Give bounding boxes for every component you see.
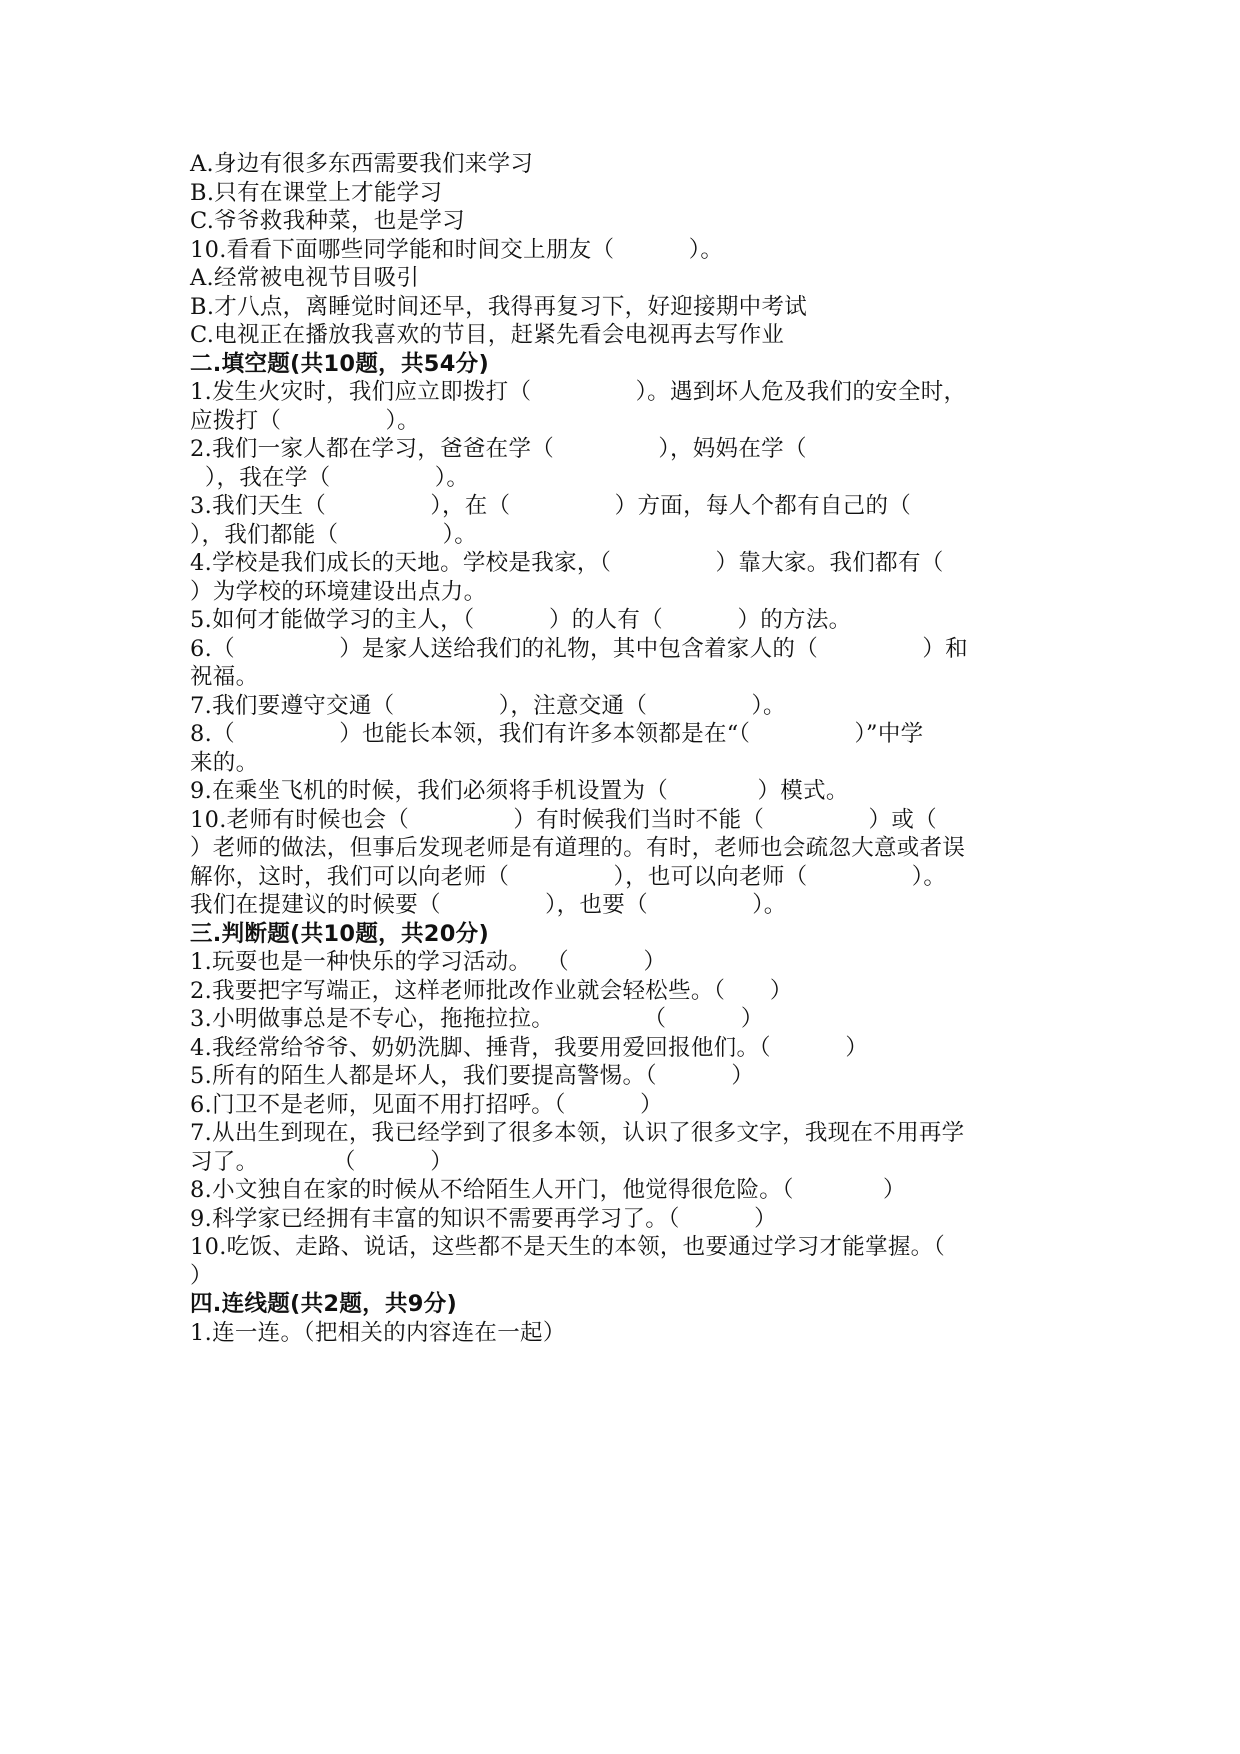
question-line: 解你，这时，我们可以向老师（ ），也可以向老师（ ）。 bbox=[190, 863, 947, 890]
question-line: 8.小文独自在家的时候从不给陌生人开门，他觉得很危险。（ ） bbox=[190, 1177, 906, 1203]
question-line: 4.学校是我们成长的天地。学校是我家，（ ）靠大家。我们都有（ bbox=[190, 550, 944, 576]
question-line: 习了。 （ ） bbox=[190, 1148, 454, 1175]
option-line: B.只有在课堂上才能学习 bbox=[190, 179, 443, 206]
question-line: 7.我们要遵守交通（ ），注意交通（ ）。 bbox=[190, 692, 786, 719]
question-line: 9.在乘坐飞机的时候，我们必须将手机设置为（ ）模式。 bbox=[190, 778, 849, 804]
option-line: B.才八点，离睡觉时间还早，我得再复习下，好迎接期中考试 bbox=[190, 293, 808, 320]
question-line: 祝福。 bbox=[190, 664, 259, 690]
question-line: 10.吃饭、走路、说话，这些都不是天生的本领，也要通过学习才能掌握。（ bbox=[190, 1234, 946, 1260]
question-line: ）老师的做法，但事后发现老师是有道理的。有时，老师也会疏忽大意或者误 bbox=[190, 835, 966, 861]
option-line: A.身边有很多东西需要我们来学习 bbox=[190, 151, 534, 177]
question-line: 3.小明做事总是不专心，拖拖拉拉。 （ ） bbox=[190, 1006, 764, 1032]
section-heading-true-false: 三.判断题(共10题，共20分) bbox=[190, 920, 490, 947]
question-line: ）为学校的环境建设出点力。 bbox=[190, 578, 487, 605]
question-line: 来的。 bbox=[190, 749, 259, 776]
exam-page bbox=[190, 150, 1070, 1347]
question-line: 2.我们一家人都在学习，爸爸在学（ ），妈妈在学（ bbox=[190, 436, 807, 462]
question-line: 9.科学家已经拥有丰富的知识不需要再学习了。（ ） bbox=[190, 1205, 777, 1232]
question-line: ），我们都能（ ）。 bbox=[190, 521, 478, 548]
question-line: 应拨打（ ）。 bbox=[190, 407, 420, 434]
section-heading-fill-blank: 二.填空题(共10题，共54分) bbox=[190, 350, 490, 377]
question-line: 7.从出生到现在，我已经学到了很多本领，认识了很多文字，我现在不用再学 bbox=[190, 1120, 965, 1146]
question-stem: 10.看看下面哪些同学能和时间交上朋友（ ）。 bbox=[190, 236, 724, 263]
question-line: 1.发生火灾时，我们应立即拨打（ ）。遇到坏人危及我们的安全时， bbox=[190, 379, 967, 405]
question-line: 5.所有的陌生人都是坏人，我们要提高警惕。（ ） bbox=[190, 1063, 755, 1089]
question-line: 8.（ ）也能长本领，我们有许多本领都是在“（ ）”中学 bbox=[190, 721, 924, 747]
option-line: C.爷爷救我种菜，也是学习 bbox=[190, 208, 465, 234]
question-line: 5.如何才能做学习的主人，（ ）的人有（ ）的方法。 bbox=[190, 607, 852, 633]
question-line: ） bbox=[190, 1262, 213, 1289]
question-line: 1.连一连。（把相关的内容连在一起） bbox=[190, 1319, 566, 1346]
option-line: C.电视正在播放我喜欢的节目，赶紧先看会电视再去写作业 bbox=[190, 322, 785, 348]
question-line: 3.我们天生（ ），在（ ）方面，每人个都有自己的（ bbox=[190, 493, 912, 519]
section-heading-matching: 四.连线题(共2题，共9分) bbox=[190, 1291, 458, 1317]
option-line: A.经常被电视节目吸引 bbox=[190, 265, 420, 291]
question-line: 我们在提建议的时候要（ ），也要（ ）。 bbox=[190, 892, 787, 918]
question-line: 6.门卫不是老师，见面不用打招呼。（ ） bbox=[190, 1091, 663, 1118]
question-line: 1.玩耍也是一种快乐的学习活动。 （ ） bbox=[190, 949, 667, 975]
question-line: ），我在学（ ）。 bbox=[190, 464, 470, 491]
question-line: 10.老师有时候也会（ ）有时候我们当时不能（ ）或（ bbox=[190, 806, 937, 833]
question-line: 2.我要把字写端正，这样老师批改作业就会轻松些。（ ） bbox=[190, 977, 793, 1004]
question-line: 4.我经常给爷爷、奶奶洗脚、捶背，我要用爱回报他们。（ ） bbox=[190, 1034, 869, 1061]
question-line: 6.（ ）是家人送给我们的礼物，其中包含着家人的（ ）和 bbox=[190, 635, 968, 662]
